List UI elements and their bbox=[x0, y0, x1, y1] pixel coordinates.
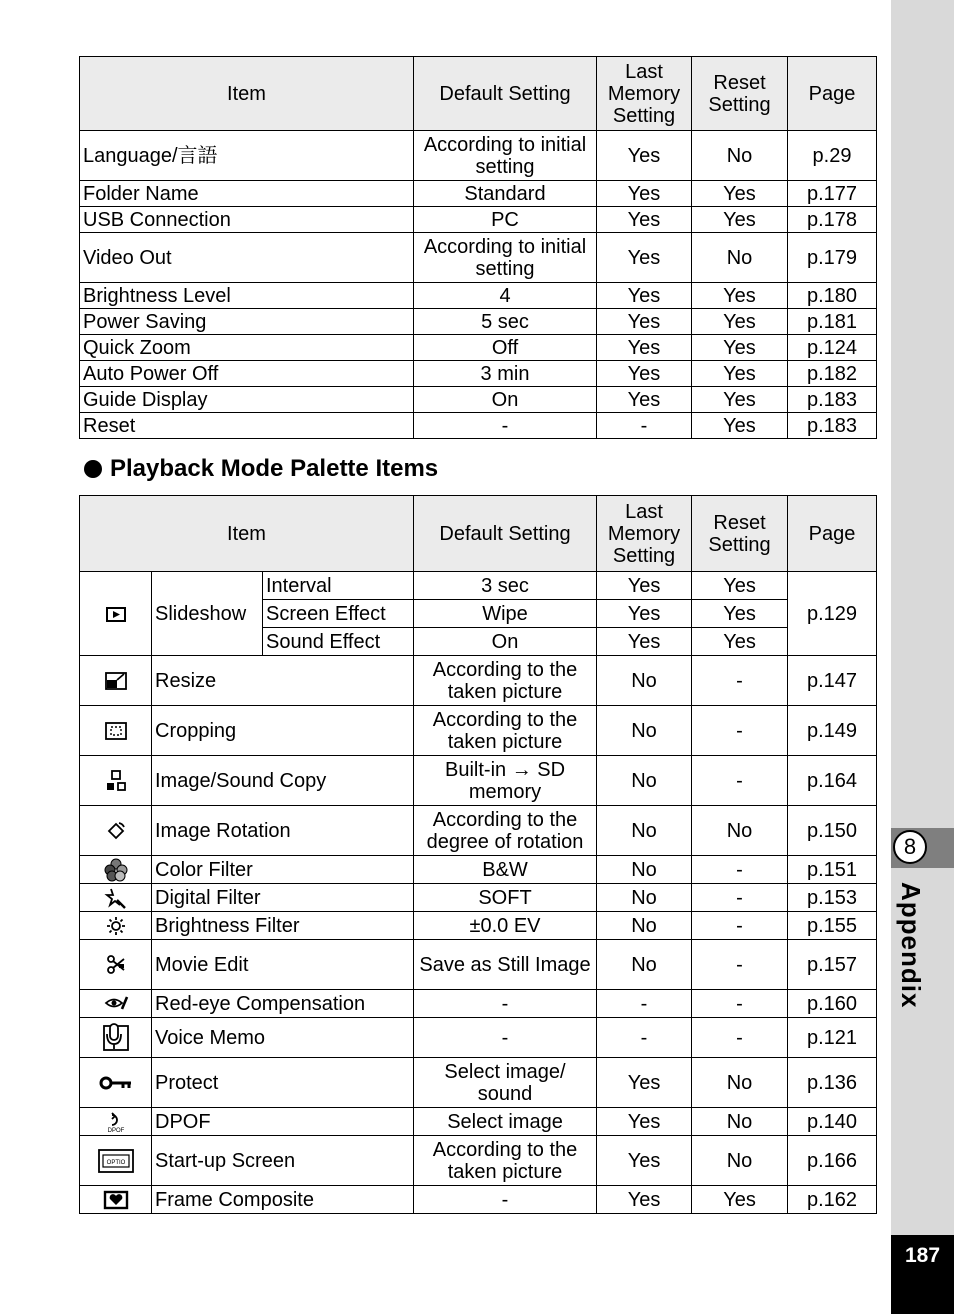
section-title: Playback Mode Palette Items bbox=[110, 455, 439, 482]
reset-value: - bbox=[692, 884, 788, 912]
table-row bbox=[80, 806, 877, 856]
reset-value: Yes bbox=[692, 309, 788, 335]
item-name: Power Saving bbox=[80, 309, 414, 335]
table-row bbox=[80, 940, 877, 990]
voice-memo-icon bbox=[100, 1022, 132, 1054]
cropping-icon-cell bbox=[80, 706, 152, 756]
header-last-memory: Last Memory Setting bbox=[597, 57, 692, 131]
red-eye-icon bbox=[103, 994, 129, 1014]
reset-value: Yes bbox=[692, 361, 788, 387]
table-row bbox=[80, 1018, 877, 1058]
movie-edit-icon-cell bbox=[80, 940, 152, 990]
last-memory-value: - bbox=[597, 1018, 692, 1058]
table-row bbox=[80, 1136, 877, 1186]
reset-value: - bbox=[692, 1018, 788, 1058]
table-row bbox=[80, 1058, 877, 1108]
table-row bbox=[80, 884, 877, 912]
slideshow-label: Slideshow bbox=[152, 572, 263, 656]
playback-palette-table bbox=[79, 495, 877, 1214]
reset-value: - bbox=[692, 656, 788, 706]
page-ref: p.29 bbox=[788, 131, 877, 181]
svg-text:DPOF: DPOF bbox=[107, 1127, 124, 1133]
page-ref: p.166 bbox=[788, 1136, 877, 1186]
last-memory-value: Yes bbox=[597, 600, 692, 628]
table-row bbox=[80, 131, 877, 181]
start-up-screen-icon-cell bbox=[80, 1136, 152, 1186]
page-ref: p.155 bbox=[788, 912, 877, 940]
item-name: Start-up Screen bbox=[152, 1136, 414, 1186]
movie-edit-icon bbox=[104, 953, 128, 977]
reset-value: Yes bbox=[692, 387, 788, 413]
item-name: Video Out bbox=[80, 233, 414, 283]
table-row bbox=[80, 233, 877, 283]
last-memory-value: No bbox=[597, 706, 692, 756]
default-value: According to initial setting bbox=[414, 233, 597, 283]
table-row bbox=[80, 912, 877, 940]
page-ref: p.164 bbox=[788, 756, 877, 806]
item-name: Image Rotation bbox=[152, 806, 414, 856]
header-reset: Reset Setting bbox=[692, 57, 788, 131]
last-memory-value: Yes bbox=[597, 181, 692, 207]
dpof-icon bbox=[103, 1111, 129, 1133]
default-value: According to initial setting bbox=[414, 131, 597, 181]
table-header-row bbox=[80, 57, 877, 131]
brightness-filter-icon bbox=[105, 915, 127, 937]
default-value: Built-in → SD memory bbox=[414, 756, 597, 806]
item-name: Guide Display bbox=[80, 387, 414, 413]
item-name: Auto Power Off bbox=[80, 361, 414, 387]
table-row bbox=[80, 387, 877, 413]
digital-filter-icon bbox=[103, 886, 129, 910]
frame-composite-icon-cell bbox=[80, 1186, 152, 1214]
last-memory-value: Yes bbox=[597, 1186, 692, 1214]
red-eye-icon-cell bbox=[80, 990, 152, 1018]
table-row bbox=[80, 1108, 877, 1136]
item-name: Frame Composite bbox=[152, 1186, 414, 1214]
resize-icon bbox=[104, 671, 128, 691]
setup-settings-table bbox=[79, 56, 877, 439]
reset-value: - bbox=[692, 990, 788, 1018]
image-rotation-icon-cell bbox=[80, 806, 152, 856]
last-memory-value: Yes bbox=[597, 309, 692, 335]
page-ref: p.140 bbox=[788, 1108, 877, 1136]
page-ref: p.121 bbox=[788, 1018, 877, 1058]
last-memory-value: - bbox=[597, 990, 692, 1018]
item-name: Folder Name bbox=[80, 181, 414, 207]
header-page: Page bbox=[788, 57, 877, 131]
default-value: B&W bbox=[414, 856, 597, 884]
chapter-number: 8 bbox=[893, 830, 927, 864]
reset-value: Yes bbox=[692, 413, 788, 439]
chapter-label: Appendix bbox=[896, 882, 926, 1009]
default-value: - bbox=[414, 1018, 597, 1058]
default-value: 3 min bbox=[414, 361, 597, 387]
page-ref: p.151 bbox=[788, 856, 877, 884]
table-header-row bbox=[80, 496, 877, 572]
resize-icon-cell bbox=[80, 656, 152, 706]
reset-value: Yes bbox=[692, 283, 788, 309]
table-row bbox=[80, 656, 877, 706]
last-memory-value: No bbox=[597, 940, 692, 990]
item-name: Brightness Level bbox=[80, 283, 414, 309]
default-value: PC bbox=[414, 207, 597, 233]
last-memory-value: Yes bbox=[597, 387, 692, 413]
table-row bbox=[80, 572, 877, 600]
default-value: Wipe bbox=[414, 600, 597, 628]
last-memory-value: Yes bbox=[597, 361, 692, 387]
last-memory-value: Yes bbox=[597, 335, 692, 361]
protect-key-icon-cell bbox=[80, 1058, 152, 1108]
header-page: Page bbox=[788, 496, 877, 572]
page-ref: p.180 bbox=[788, 283, 877, 309]
last-memory-value: No bbox=[597, 912, 692, 940]
reset-value: No bbox=[692, 233, 788, 283]
header-item: Item bbox=[80, 496, 414, 572]
item-name: Resize bbox=[152, 656, 414, 706]
reset-value: No bbox=[692, 131, 788, 181]
last-memory-value: No bbox=[597, 656, 692, 706]
reset-value: Yes bbox=[692, 335, 788, 361]
page-ref: p.179 bbox=[788, 233, 877, 283]
table-row bbox=[80, 1186, 877, 1214]
page-ref: p.160 bbox=[788, 990, 877, 1018]
page-ref: p.149 bbox=[788, 706, 877, 756]
last-memory-value: Yes bbox=[597, 1058, 692, 1108]
page-ref: p.183 bbox=[788, 387, 877, 413]
table-row bbox=[80, 990, 877, 1018]
table-row bbox=[80, 361, 877, 387]
table-row bbox=[80, 756, 877, 806]
reset-value: - bbox=[692, 940, 788, 990]
page-ref: p.178 bbox=[788, 207, 877, 233]
default-value: According to the taken picture bbox=[414, 656, 597, 706]
item-name: Movie Edit bbox=[152, 940, 414, 990]
reset-value: - bbox=[692, 706, 788, 756]
item-name: Language/言語 bbox=[80, 131, 414, 181]
voice-memo-icon-cell bbox=[80, 1018, 152, 1058]
color-filter-icon-cell bbox=[80, 856, 152, 884]
item-name: Protect bbox=[152, 1058, 414, 1108]
dpof-icon-cell bbox=[80, 1108, 152, 1136]
cropping-icon bbox=[104, 721, 128, 741]
default-value: Select image bbox=[414, 1108, 597, 1136]
last-memory-value: Yes bbox=[597, 628, 692, 656]
last-memory-value: No bbox=[597, 884, 692, 912]
last-memory-value: Yes bbox=[597, 1108, 692, 1136]
table-row bbox=[80, 181, 877, 207]
image-sound-copy-icon-cell bbox=[80, 756, 152, 806]
slideshow-icon-cell bbox=[80, 572, 152, 656]
default-value: On bbox=[414, 628, 597, 656]
last-memory-value: Yes bbox=[597, 283, 692, 309]
last-memory-value: No bbox=[597, 806, 692, 856]
item-name: Quick Zoom bbox=[80, 335, 414, 361]
section-heading bbox=[84, 455, 438, 483]
reset-value: Yes bbox=[692, 600, 788, 628]
default-value: 4 bbox=[414, 283, 597, 309]
chapter-sidebar bbox=[891, 0, 954, 1314]
default-value: - bbox=[414, 1186, 597, 1214]
default-value: Save as Still Image bbox=[414, 940, 597, 990]
item-name: Red-eye Compensation bbox=[152, 990, 414, 1018]
last-memory-value: Yes bbox=[597, 572, 692, 600]
item-name: Cropping bbox=[152, 706, 414, 756]
page-ref: p.129 bbox=[788, 572, 877, 656]
sub-item: Sound Effect bbox=[263, 628, 414, 656]
header-reset: Reset Setting bbox=[692, 496, 788, 572]
table-row bbox=[80, 856, 877, 884]
reset-value: Yes bbox=[692, 181, 788, 207]
sub-item: Interval bbox=[263, 572, 414, 600]
page-ref: p.157 bbox=[788, 940, 877, 990]
header-default: Default Setting bbox=[414, 57, 597, 131]
table-row bbox=[80, 207, 877, 233]
reset-value: Yes bbox=[692, 1186, 788, 1214]
table-row bbox=[80, 283, 877, 309]
last-memory-value: Yes bbox=[597, 1136, 692, 1186]
sub-item: Screen Effect bbox=[263, 600, 414, 628]
image-rotation-icon bbox=[104, 820, 128, 842]
last-memory-value: Yes bbox=[597, 207, 692, 233]
default-value: According to the degree of rotation bbox=[414, 806, 597, 856]
page-ref: p.150 bbox=[788, 806, 877, 856]
reset-value: Yes bbox=[692, 207, 788, 233]
default-value: On bbox=[414, 387, 597, 413]
last-memory-value: - bbox=[597, 413, 692, 439]
default-value: - bbox=[414, 413, 597, 439]
page-ref: p.183 bbox=[788, 413, 877, 439]
default-value: ±0.0 EV bbox=[414, 912, 597, 940]
last-memory-value: No bbox=[597, 756, 692, 806]
reset-value: - bbox=[692, 756, 788, 806]
default-value: - bbox=[414, 990, 597, 1018]
item-name: Voice Memo bbox=[152, 1018, 414, 1058]
item-name: DPOF bbox=[152, 1108, 414, 1136]
table-row bbox=[80, 309, 877, 335]
last-memory-value: Yes bbox=[597, 233, 692, 283]
item-name: Image/Sound Copy bbox=[152, 756, 414, 806]
page-number: 187 bbox=[891, 1235, 954, 1314]
page-ref: p.162 bbox=[788, 1186, 877, 1214]
page-ref: p.124 bbox=[788, 335, 877, 361]
slideshow-icon bbox=[105, 605, 127, 623]
page-ref: p.177 bbox=[788, 181, 877, 207]
default-value: Select image/ sound bbox=[414, 1058, 597, 1108]
default-value: Standard bbox=[414, 181, 597, 207]
header-default: Default Setting bbox=[414, 496, 597, 572]
header-last-memory: Last Memory Setting bbox=[597, 496, 692, 572]
bullet-icon bbox=[84, 460, 102, 478]
item-name: Color Filter bbox=[152, 856, 414, 884]
start-up-screen-icon bbox=[97, 1148, 135, 1174]
frame-composite-icon bbox=[103, 1190, 129, 1210]
default-value: 3 sec bbox=[414, 572, 597, 600]
item-name: USB Connection bbox=[80, 207, 414, 233]
item-name: Reset bbox=[80, 413, 414, 439]
reset-value: No bbox=[692, 806, 788, 856]
protect-key-icon bbox=[98, 1075, 134, 1091]
item-name: Digital Filter bbox=[152, 884, 414, 912]
header-item: Item bbox=[80, 57, 414, 131]
reset-value: No bbox=[692, 1058, 788, 1108]
reset-value: Yes bbox=[692, 628, 788, 656]
item-name: Brightness Filter bbox=[152, 912, 414, 940]
default-value: SOFT bbox=[414, 884, 597, 912]
table-row bbox=[80, 706, 877, 756]
image-sound-copy-icon bbox=[104, 770, 128, 792]
reset-value: No bbox=[692, 1108, 788, 1136]
color-filter-icon bbox=[103, 857, 129, 883]
default-value: Off bbox=[414, 335, 597, 361]
page-ref: p.147 bbox=[788, 656, 877, 706]
brightness-filter-icon-cell bbox=[80, 912, 152, 940]
default-value: According to the taken picture bbox=[414, 706, 597, 756]
page-ref: p.153 bbox=[788, 884, 877, 912]
page-ref: p.181 bbox=[788, 309, 877, 335]
reset-value: Yes bbox=[692, 572, 788, 600]
reset-value: No bbox=[692, 1136, 788, 1186]
svg-text:OPTIO: OPTIO bbox=[106, 1159, 125, 1166]
last-memory-value: No bbox=[597, 856, 692, 884]
default-value: According to the taken picture bbox=[414, 1136, 597, 1186]
table-row bbox=[80, 335, 877, 361]
reset-value: - bbox=[692, 856, 788, 884]
default-value: 5 sec bbox=[414, 309, 597, 335]
digital-filter-icon-cell bbox=[80, 884, 152, 912]
reset-value: - bbox=[692, 912, 788, 940]
table-row bbox=[80, 413, 877, 439]
page-ref: p.182 bbox=[788, 361, 877, 387]
last-memory-value: Yes bbox=[597, 131, 692, 181]
page-ref: p.136 bbox=[788, 1058, 877, 1108]
